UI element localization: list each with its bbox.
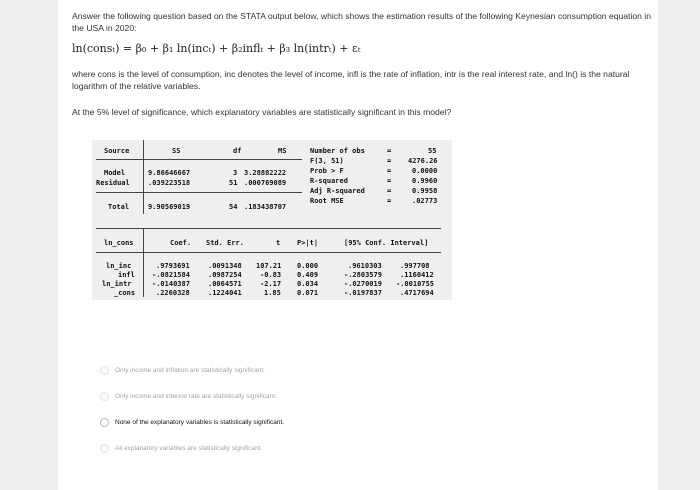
anova-row-source: Model: [104, 169, 126, 177]
stat-equals: =: [387, 167, 392, 175]
coef-row-se: .0987254: [208, 271, 242, 279]
stat-value: 0.9960: [412, 177, 438, 185]
radio-button-selected[interactable]: [100, 418, 109, 427]
stat-value: 0.9958: [412, 187, 438, 195]
coef-header-rule: [96, 252, 441, 253]
stat-label: Adj R-squared: [310, 187, 365, 195]
coef-dep-var: ln_cons: [104, 239, 134, 247]
coef-row-ci-low: -.0197837: [344, 289, 382, 297]
coef-row-ci-low: -.0270019: [344, 280, 382, 288]
anova-row-df: 51: [229, 179, 238, 187]
coef-row-t: 107.21: [256, 262, 282, 270]
answer-option-label: None of the explanatory variables is statistically significant.: [115, 419, 285, 426]
answer-option-3[interactable]: [100, 418, 284, 427]
anova-ss-header: SS: [172, 147, 181, 155]
answer-option-1[interactable]: [100, 366, 265, 375]
anova-row-ss: 9.86646667: [148, 169, 191, 177]
anova-row-ss: 9.90569019: [148, 203, 191, 211]
t-header: t: [276, 239, 281, 247]
ci-header: [95% Conf. Interval]: [344, 239, 429, 247]
coef-row-ci-high: -.0010755: [396, 280, 434, 288]
anova-ms-header: MS: [278, 147, 287, 155]
coef-row-p: 0.034: [297, 280, 319, 288]
stat-equals: =: [387, 187, 392, 195]
coef-row-p: 0.000: [297, 262, 319, 270]
coef-row-t: -2.17: [260, 280, 282, 288]
answer-option-4[interactable]: [100, 444, 262, 453]
anova-total-rule: [96, 192, 302, 193]
stat-label: Root MSE: [310, 197, 344, 205]
regression-equation: ln(consₜ) = β₀ + β₁ ln(incₜ) + β₂inflₜ + β₃ ln(intrₜ) + εₜ: [72, 42, 361, 55]
answer-option-label: Only income and inflation are statistically significant.: [115, 367, 265, 374]
radio-button[interactable]: [100, 444, 109, 453]
anova-source-divider: [143, 140, 144, 214]
p-header: P>|t|: [297, 239, 319, 247]
stat-equals: =: [387, 197, 392, 205]
coef-var-divider: [143, 229, 144, 297]
stat-value: .02773: [412, 197, 438, 205]
anova-row-ss: .039223518: [148, 179, 191, 187]
coef-row-t: 1.85: [264, 289, 281, 297]
coef-row-var: _cons: [114, 289, 136, 297]
coef-row-se: .1224041: [208, 289, 242, 297]
stat-equals: =: [387, 147, 392, 155]
coef-row-ci-high: .1160412: [400, 271, 434, 279]
stat-label: Number of obs: [310, 147, 365, 155]
stat-value: 55: [428, 147, 437, 155]
anova-header-rule: [96, 159, 302, 160]
stat-value: 4276.26: [408, 157, 438, 165]
stat-label: Prob > F: [310, 167, 344, 175]
stat-label: F(3, 51): [310, 157, 344, 165]
anova-row-ms: .000769089: [244, 179, 287, 187]
anova-row-ms: .183438707: [244, 203, 287, 211]
coef-row-var: ln_intr: [102, 280, 132, 288]
coef-row-p: 0.071: [297, 289, 319, 297]
radio-button[interactable]: [100, 392, 109, 401]
radio-button[interactable]: [100, 366, 109, 375]
coef-row-ci-high: .997708: [400, 262, 430, 270]
variable-definitions: where cons is the level of consumption, inc denotes the level of income, infl is the rate of inflation, intr is the real interest rate, and ln() is the natural logarithm of the relative variables.: [72, 69, 630, 91]
coef-row-var: infl: [118, 271, 135, 279]
coef-row-ci-high: .4717694: [400, 289, 434, 297]
anova-df-header: df: [233, 147, 242, 155]
coef-row-var: ln_inc: [106, 262, 132, 270]
coef-row-ci-low: .9610303: [348, 262, 382, 270]
answer-option-label: Only income and interest rate are statistically significant.: [115, 393, 277, 400]
question-intro: Answer the following question based on the STATA output below, which shows the estimation results of the following Keynesian consumption equation in the USA in 2020:: [72, 11, 651, 33]
anova-row-ms: 3.28882222: [244, 169, 287, 177]
anova-row-source: Total: [108, 203, 130, 211]
coef-row-coef: .9793691: [156, 262, 190, 270]
coef-row-se: .0064571: [208, 280, 242, 288]
stat-equals: =: [387, 177, 392, 185]
coef-top-rule: [96, 228, 441, 229]
answer-option-label: All explanatory variables are statistically significant.: [115, 445, 263, 452]
anova-row-df: 3: [233, 169, 238, 177]
stat-equals: =: [387, 157, 392, 165]
se-header: Std. Err.: [206, 239, 244, 247]
anova-row-df: 54: [229, 203, 238, 211]
coef-row-coef: -.0821584: [152, 271, 190, 279]
question-prompt: At the 5% level of significance, which explanatory variables are statistically significant in this model?: [72, 107, 452, 117]
stat-label: R-squared: [310, 177, 348, 185]
coef-row-t: -0.83: [260, 271, 282, 279]
anova-row-source: Residual: [96, 179, 130, 187]
coef-row-ci-low: -.2803579: [344, 271, 382, 279]
stat-value: 0.0000: [412, 167, 438, 175]
coef-row-p: 0.409: [297, 271, 319, 279]
coef-row-coef: -.0140387: [152, 280, 190, 288]
anova-source-header: Source: [104, 147, 130, 155]
stata-output: [92, 140, 452, 300]
answer-option-2[interactable]: [100, 392, 277, 401]
coef-header: Coef.: [170, 239, 192, 247]
coef-row-se: .0091348: [208, 262, 242, 270]
coef-row-coef: .2260328: [156, 289, 190, 297]
